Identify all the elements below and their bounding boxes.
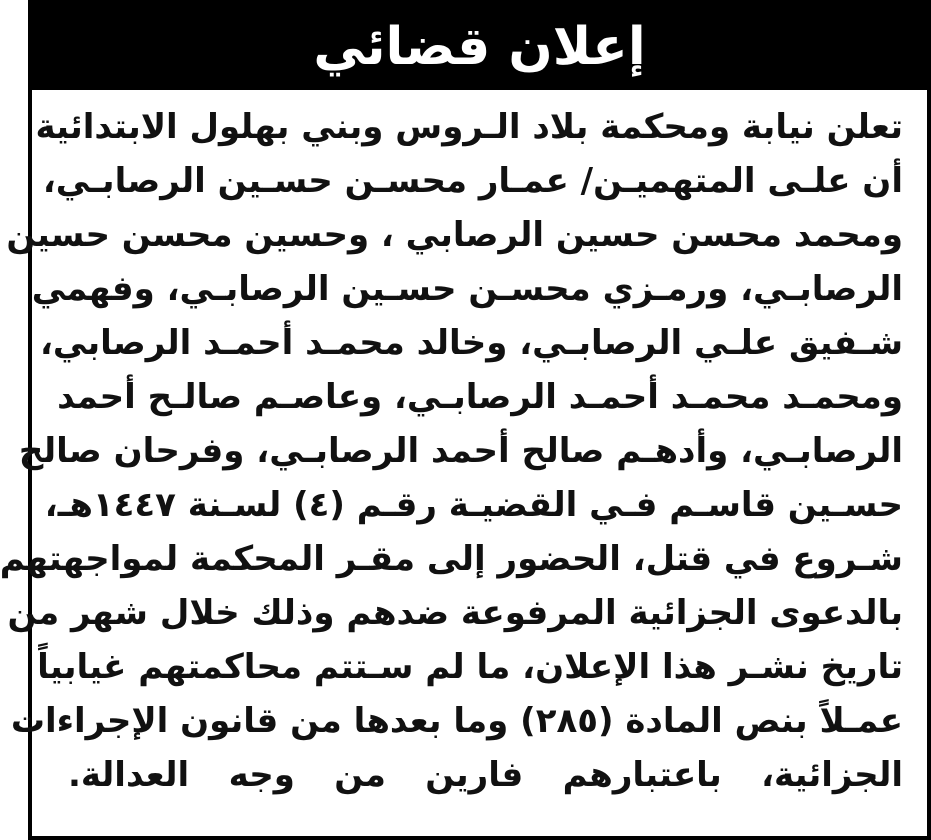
notice-line: شـروع في قتل، الحضور إلى مقـر المحكمة لمواجهتهم xyxy=(0,539,903,579)
notice-line: شـفيق علـي الرصابـي، وخالد محمـد أحمـد الرصابي، xyxy=(40,323,903,363)
notice-line: الرصابـي، ورمـزي محسـن حسـين الرصابـي، وفهمي xyxy=(31,269,903,309)
notice-line: أن علـى المتهميـن/ عمـار محسـن حسـين الرصابـي، xyxy=(42,161,903,201)
notice-line: تاريخ نشـر هذا الإعلان، ما لم سـتتم محاكمتهم غيابياً xyxy=(37,647,903,687)
notice-body xyxy=(0,100,903,802)
notice-line: عمـلاً بنص المادة (٢٨٥) وما بعدها من قانون الإجراءات xyxy=(10,701,903,741)
notice-line: بالدعوى الجزائية المرفوعة ضدهم وذلك خلال شهر من xyxy=(7,593,903,633)
notice-header-bar xyxy=(32,4,927,90)
notice-title: إعلان قضائي xyxy=(291,21,667,73)
notice-line: ومحمـد محمـد أحمـد الرصابـي، وعاصـم صالـح أحمد xyxy=(57,377,903,417)
notice-line: حسـين قاسـم فـي القضيـة رقـم (٤) لسـنة ١٤٤٧هـ، xyxy=(44,485,903,525)
notice-line: تعلن نيابة ومحكمة بلاد الـروس وبني بهلول الابتدائية xyxy=(35,107,903,147)
notice-line: ومحمد محسن حسين الرصابي ، وحسين محسن حسين xyxy=(6,215,903,255)
notice-line: الجزائية، باعتبارهم فارين من وجه العدالة. xyxy=(68,755,903,795)
notice-line: الرصابـي، وأدهـم صالح أحمد الرصابـي، وفرحان صالح xyxy=(18,431,903,471)
